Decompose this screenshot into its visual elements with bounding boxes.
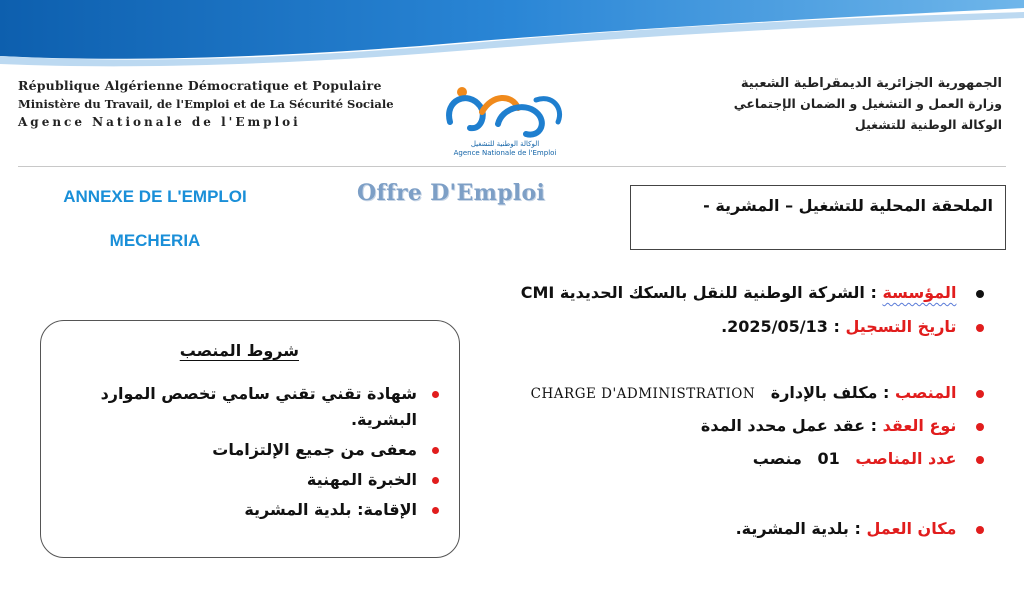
- condition-item: معفى من جميع الإلتزامات: [49, 437, 439, 463]
- header-divider: [18, 166, 1006, 167]
- institution-value: : الشركة الوطنية للنقل بالسكك الحديدية: [559, 283, 877, 302]
- detail-date: [721, 317, 984, 336]
- bullet-icon: [976, 456, 984, 464]
- ministry-name-fr: Ministère du Travail, de l'Emploi et de La Sécurité Sociale: [18, 97, 394, 111]
- date-label: تاريخ التسجيل: [845, 317, 957, 336]
- offer-title: Offre D'Emploi: [357, 180, 546, 206]
- condition-item: الإقامة: بلدية المشرية: [49, 497, 439, 523]
- bullet-icon: [432, 447, 439, 454]
- conditions-title: شروط المنصب: [179, 341, 299, 360]
- posts-label: عدد المناصب: [855, 449, 957, 468]
- ministry-name-ar: وزارة العمل و التشغيل و الضمان الإجتماعي: [733, 96, 1002, 111]
- logo-caption-fr: Agence Nationale de l'Emploi: [453, 149, 557, 157]
- detail-contract: [701, 416, 984, 435]
- posts-count: 01: [817, 449, 840, 468]
- workplace-value: : بلدية المشرية.: [735, 519, 861, 538]
- local-agency-box: [630, 185, 1006, 250]
- detail-institution: [521, 283, 984, 302]
- bullet-icon: [976, 526, 984, 534]
- header-wave-decoration: [0, 0, 1024, 70]
- posts-unit: منصب: [752, 449, 802, 468]
- contract-value: : عقد عمل محدد المدة: [700, 416, 878, 435]
- republic-name-fr: République Algérienne Démocratique et Populaire: [18, 78, 382, 93]
- position-value: : مكلف بالإدارة: [770, 383, 890, 402]
- institution-label: المؤسسة: [882, 283, 957, 302]
- logo-caption: [425, 140, 585, 158]
- workplace-label: مكان العمل: [866, 519, 957, 538]
- detail-position: [531, 383, 984, 402]
- bullet-icon: [976, 423, 984, 431]
- job-conditions-box: [40, 320, 460, 558]
- header-french: [18, 78, 394, 129]
- position-fr: CHARGE D'ADMINISTRATION: [530, 386, 756, 402]
- institution-abbr: CMI: [520, 283, 555, 302]
- condition-item: شهادة تقني تقني سامي تخصص الموارد البشرية.: [49, 381, 439, 433]
- detail-workplace: [736, 519, 984, 538]
- detail-posts: [753, 449, 984, 468]
- logo-caption-ar: الوكالة الوطنية للتشغيل: [470, 140, 540, 148]
- bullet-icon: [432, 507, 439, 514]
- contract-label: نوع العقد: [882, 416, 957, 435]
- condition-item: الخبرة المهنية: [49, 467, 439, 493]
- local-agency-name: الملحقة المحلية للتشغيل – المشرية -: [703, 196, 993, 215]
- position-label: المنصب: [894, 383, 957, 402]
- bullet-icon: [976, 324, 984, 332]
- annexe-title: ANNEXE DE L'EMPLOI: [63, 187, 247, 206]
- agency-name-ar: الوكالة الوطنية للتشغيل: [854, 117, 1002, 132]
- annexe-city: MECHERIA: [109, 231, 201, 250]
- header-arabic: [734, 76, 1002, 132]
- bullet-icon: [432, 391, 439, 398]
- republic-name-ar: الجمهورية الجزائرية الديمقراطية الشعبية: [740, 76, 1002, 91]
- bullet-icon: [976, 390, 984, 398]
- annexe-block: [30, 187, 280, 251]
- bullet-icon: [432, 477, 439, 484]
- bullet-icon: [976, 290, 984, 298]
- date-value: : 2025/05/13.: [721, 317, 840, 336]
- agency-name-fr: Agence Nationale de l'Emploi: [18, 115, 301, 129]
- conditions-list: [49, 381, 439, 523]
